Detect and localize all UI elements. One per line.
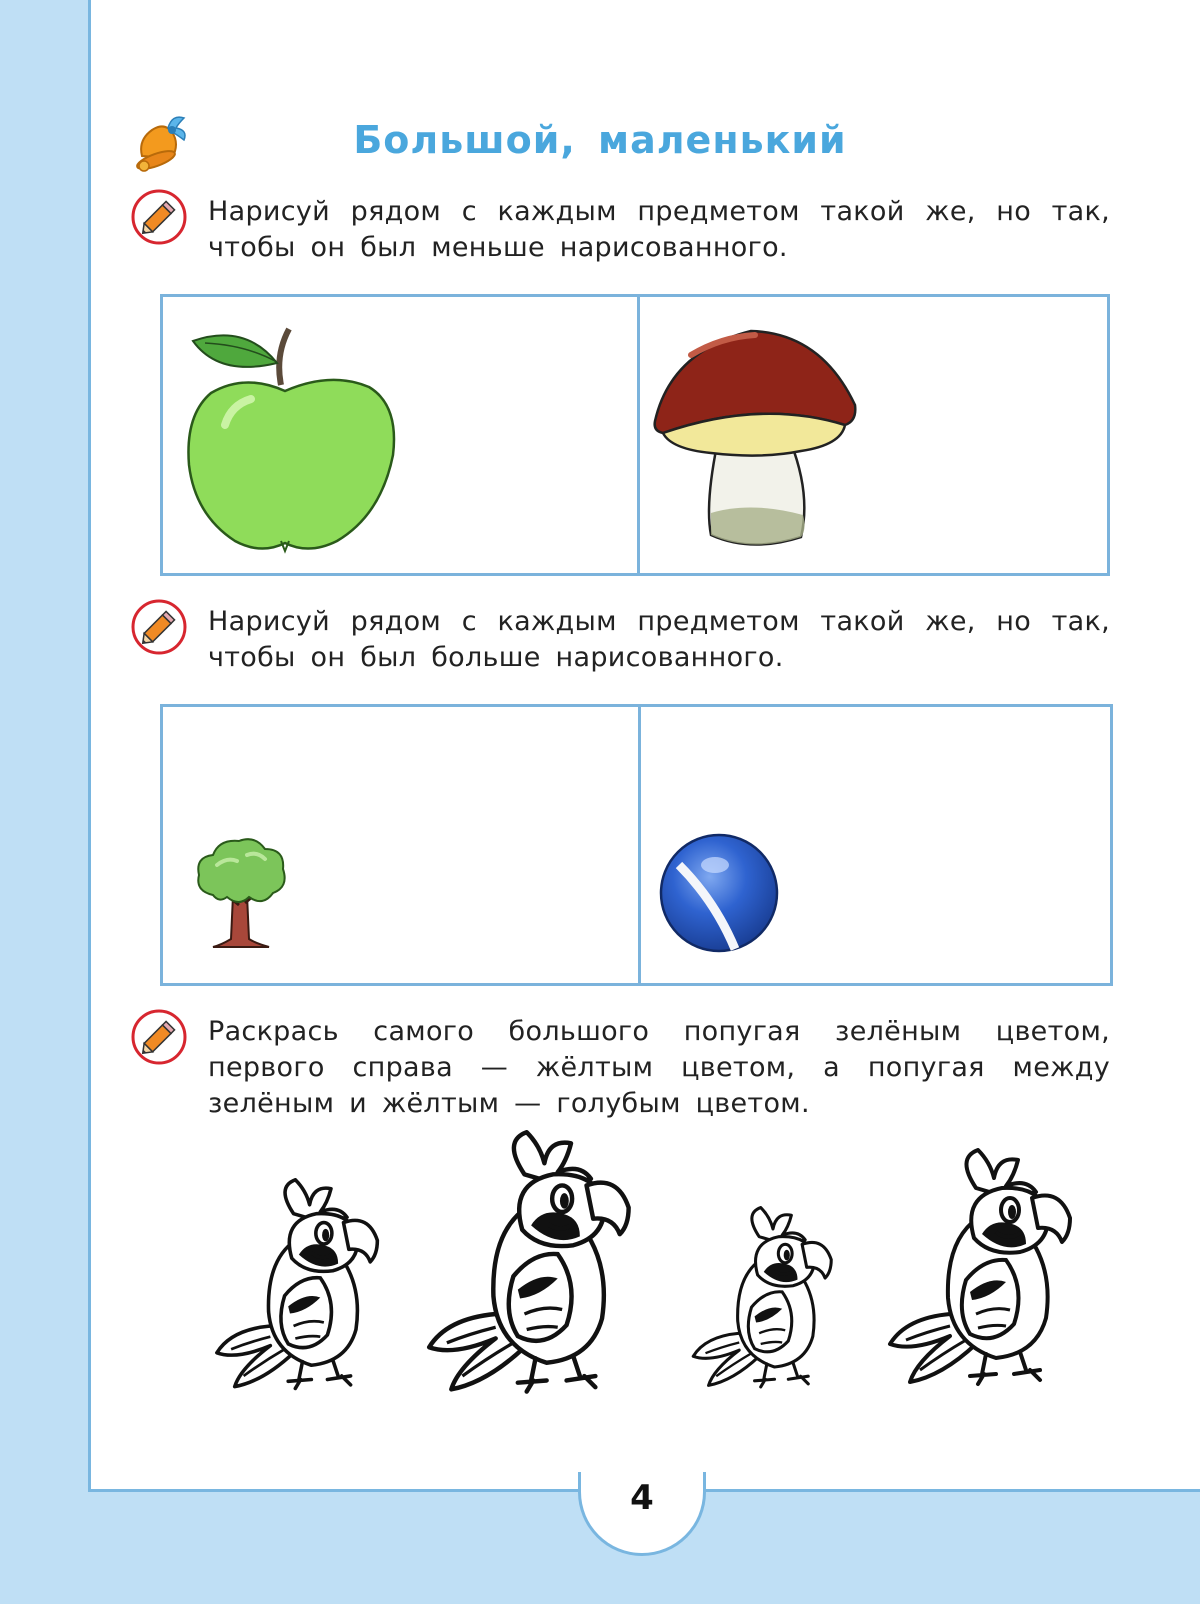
parrot-picture [192,1178,404,1392]
mushroom-picture [651,325,861,553]
task-3-text: Раскрась самого большого попугая зелёным цветом, первого справа — жёлтым цветом, а попугая между зелёным и жёлтым — голубым цветом. [208,1016,1110,1119]
task-2-text: Нарисуй рядом с каждым предметом такой же, но так, чтобы он был больше нарисованного. [208,606,1110,673]
pencil-icon [130,188,188,246]
parrot-picture [410,1130,650,1396]
task-2-frame [160,704,1113,986]
page-title: Большой, маленький [353,118,847,162]
task-1-frame [160,294,1110,576]
task-1-text: Нарисуй рядом с каждым предметом такой же, но так, чтобы он был меньше нарисованного. [208,196,1110,263]
pencil-icon [130,598,188,656]
page-number: 4 [630,1478,654,1518]
apple-picture [185,315,405,557]
parrot-picture [880,1148,1082,1388]
parrot-picture [672,1206,854,1390]
ball-picture [657,831,781,955]
pencil-icon [130,1008,188,1066]
tree-picture [193,835,289,955]
